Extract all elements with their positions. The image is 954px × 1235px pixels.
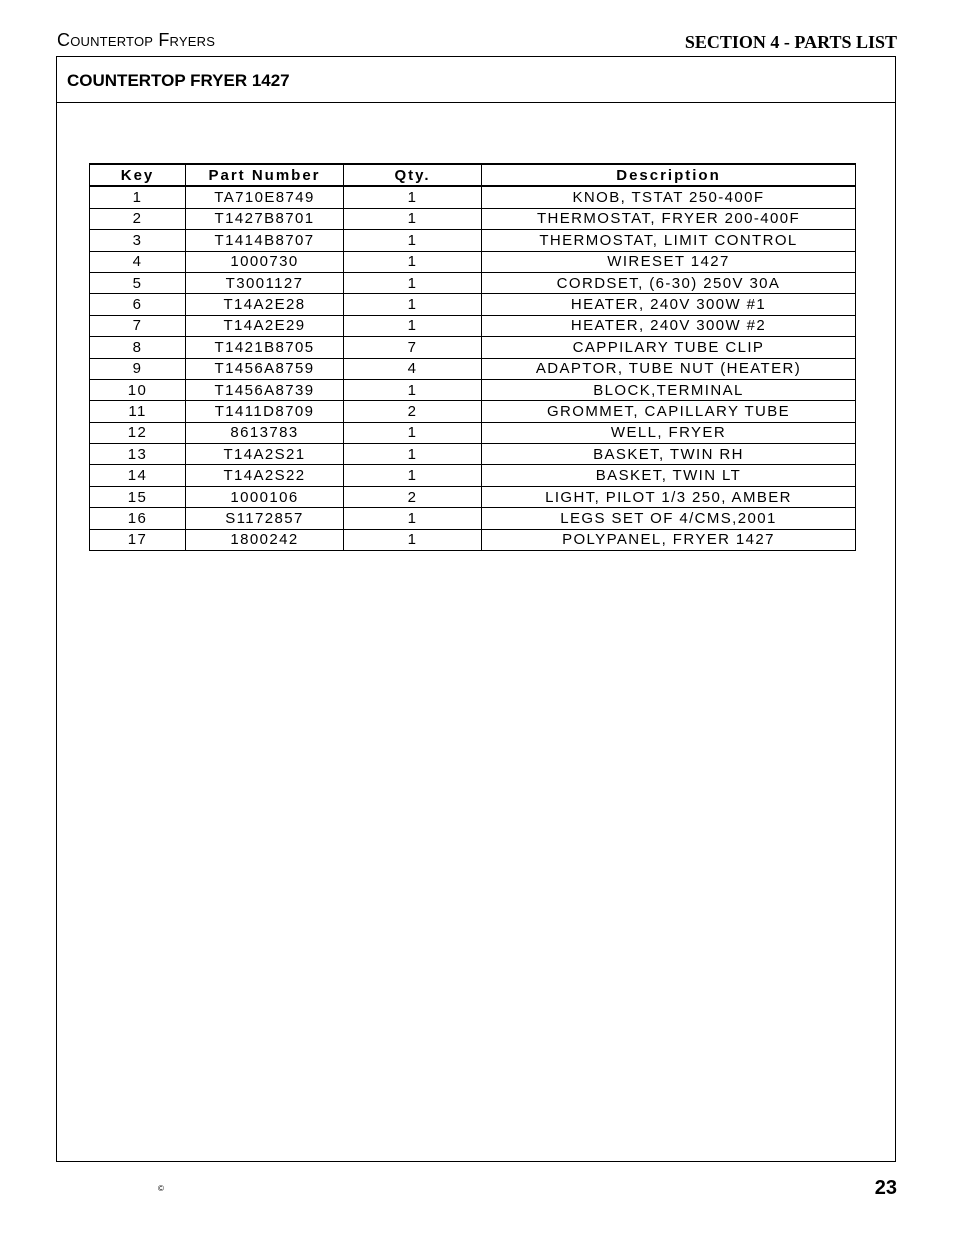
cell-description: POLYPANEL, FRYER 1427 [482, 529, 856, 550]
cell-key: 7 [90, 315, 186, 336]
cell-description: THERMOSTAT, LIMIT CONTROL [482, 230, 856, 251]
table-row [90, 444, 856, 465]
cell-key: 5 [90, 272, 186, 293]
table-header-row [90, 164, 856, 186]
cell-description: GROMMET, CAPILLARY TUBE [482, 401, 856, 422]
cell-key: 11 [90, 401, 186, 422]
table-row [90, 230, 856, 251]
cell-part-number: T1427B8701 [186, 208, 344, 229]
cell-qty: 1 [344, 186, 482, 208]
running-header-title: Countertop Fryers [57, 30, 216, 50]
cell-part-number: 1000730 [186, 251, 344, 272]
page-title: COUNTERTOP FRYER 1427 [67, 71, 290, 90]
cell-part-number: 8613783 [186, 422, 344, 443]
cell-description: BLOCK,TERMINAL [482, 379, 856, 400]
cell-key: 8 [90, 337, 186, 358]
page-frame [56, 56, 896, 1162]
table-row [90, 508, 856, 529]
cell-qty: 1 [344, 315, 482, 336]
cell-key: 10 [90, 379, 186, 400]
cell-part-number: T3001127 [186, 272, 344, 293]
table-row [90, 465, 856, 486]
cell-part-number: S1172857 [186, 508, 344, 529]
cell-part-number: TA710E8749 [186, 186, 344, 208]
table-row [90, 486, 856, 507]
table-row [90, 315, 856, 336]
cell-description: BASKET, TWIN RH [482, 444, 856, 465]
table-row [90, 422, 856, 443]
cell-qty: 1 [344, 508, 482, 529]
cell-description: HEATER, 240V 300W #1 [482, 294, 856, 315]
cell-description: LIGHT, PILOT 1/3 250, AMBER [482, 486, 856, 507]
cell-qty: 1 [344, 251, 482, 272]
table-row [90, 251, 856, 272]
cell-part-number: T1456A8739 [186, 379, 344, 400]
table-row [90, 358, 856, 379]
cell-part-number: T14A2E28 [186, 294, 344, 315]
table-row [90, 208, 856, 229]
cell-key: 13 [90, 444, 186, 465]
cell-key: 3 [90, 230, 186, 251]
table-row [90, 186, 856, 208]
cell-description: HEATER, 240V 300W #2 [482, 315, 856, 336]
cell-qty: 1 [344, 379, 482, 400]
cell-part-number: T1456A8759 [186, 358, 344, 379]
cell-key: 16 [90, 508, 186, 529]
cell-key: 17 [90, 529, 186, 550]
column-header-description: Description [482, 164, 856, 186]
cell-qty: 7 [344, 337, 482, 358]
cell-description: BASKET, TWIN LT [482, 465, 856, 486]
table-row [90, 529, 856, 550]
cell-qty: 1 [344, 444, 482, 465]
cell-description: WELL, FRYER [482, 422, 856, 443]
cell-qty: 1 [344, 529, 482, 550]
cell-description: ADAPTOR, TUBE NUT (HEATER) [482, 358, 856, 379]
cell-description: CAPPILARY TUBE CLIP [482, 337, 856, 358]
cell-key: 4 [90, 251, 186, 272]
cell-key: 14 [90, 465, 186, 486]
cell-qty: 2 [344, 401, 482, 422]
cell-description: WIRESET 1427 [482, 251, 856, 272]
table-row [90, 401, 856, 422]
cell-key: 15 [90, 486, 186, 507]
cell-qty: 1 [344, 230, 482, 251]
cell-part-number: T14A2S21 [186, 444, 344, 465]
cell-qty: 1 [344, 272, 482, 293]
running-header-section: SECTION 4 - PARTS LIST [684, 32, 897, 52]
title-bar [57, 57, 895, 103]
parts-table-body [90, 186, 856, 550]
cell-part-number: 1800242 [186, 529, 344, 550]
table-row [90, 379, 856, 400]
cell-key: 9 [90, 358, 186, 379]
column-header-part-number: Part Number [186, 164, 344, 186]
cell-description: KNOB, TSTAT 250-400F [482, 186, 856, 208]
table-row [90, 294, 856, 315]
cell-qty: 2 [344, 486, 482, 507]
cell-key: 1 [90, 186, 186, 208]
parts-table [89, 163, 856, 551]
cell-part-number: T14A2E29 [186, 315, 344, 336]
cell-key: 6 [90, 294, 186, 315]
cell-key: 12 [90, 422, 186, 443]
cell-qty: 1 [344, 294, 482, 315]
cell-key: 2 [90, 208, 186, 229]
cell-qty: 1 [344, 465, 482, 486]
cell-qty: 1 [344, 208, 482, 229]
column-header-key: Key [90, 164, 186, 186]
cell-part-number: 1000106 [186, 486, 344, 507]
table-row [90, 272, 856, 293]
cell-description: THERMOSTAT, FRYER 200-400F [482, 208, 856, 229]
cell-description: CORDSET, (6-30) 250V 30A [482, 272, 856, 293]
table-row [90, 337, 856, 358]
cell-part-number: T1411D8709 [186, 401, 344, 422]
column-header-qty: Qty. [344, 164, 482, 186]
cell-description: LEGS SET OF 4/CMS,2001 [482, 508, 856, 529]
cell-part-number: T14A2S22 [186, 465, 344, 486]
cell-part-number: T1414B8707 [186, 230, 344, 251]
page-number: 23 [874, 1177, 897, 1199]
copyright-mark: © [158, 1184, 164, 1193]
cell-qty: 4 [344, 358, 482, 379]
cell-part-number: T1421B8705 [186, 337, 344, 358]
cell-qty: 1 [344, 422, 482, 443]
